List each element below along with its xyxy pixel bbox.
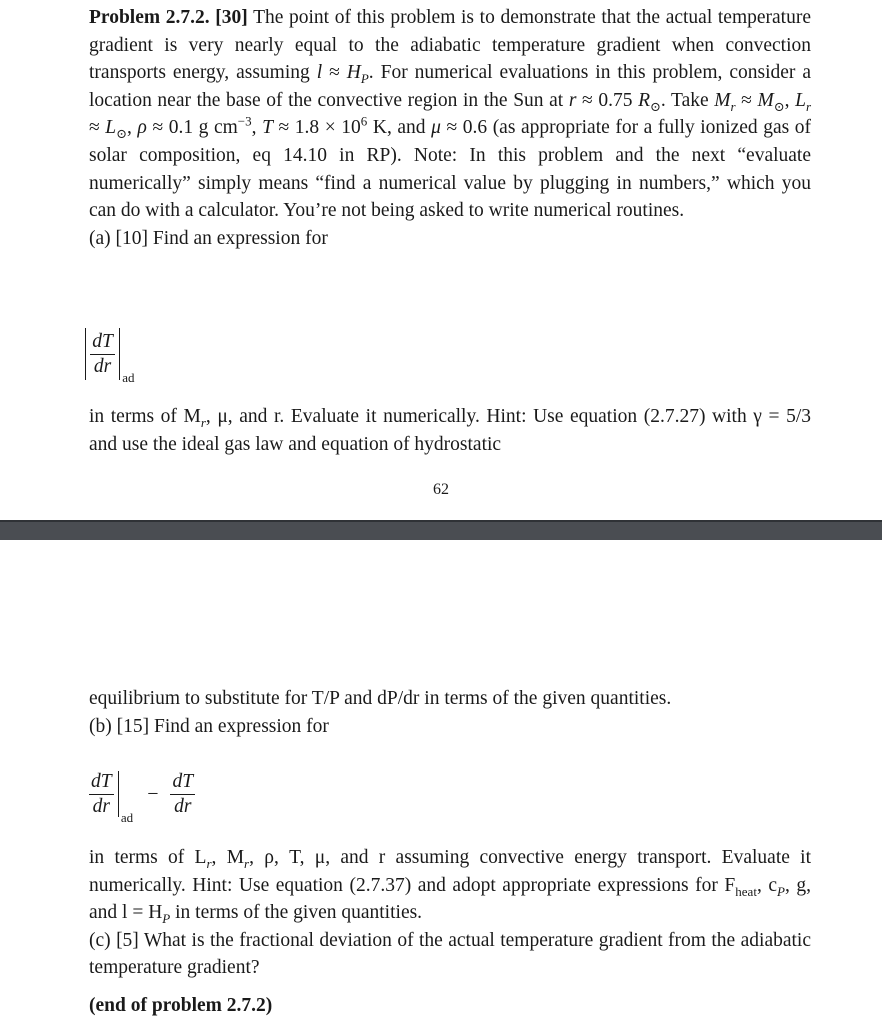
part-c-label: (c) [5] What is the fractional deviation of the actual temperature gradient from the adiabatic temperature gradient? bbox=[89, 929, 811, 979]
intro-text-4: (as appropriate for a fully ionized gas of solar composition, eq 14.10 in RP). Note: In this problem and the next “evaluate numerically” simply means “find a numerical value by plugging in numbers,” which you can do with a calculator. You’re not being asked to write numerical routines. bbox=[89, 117, 812, 222]
intro-text-1: The point of this problem is to demonstrate that the actual temperature gradient is very nearly equal to the adiabatic temperature gradient when convection transports energy, assuming bbox=[89, 7, 811, 84]
page-divider bbox=[0, 520, 882, 542]
part-a-details: in terms of $M_r$, μ, and r. Evaluate it numerically. Hint: Use equation (2.7.27) with γ = 5/3 and use the ideal gas law and equation of hydrostatic bbox=[89, 406, 811, 455]
problem-heading: Problem 2.7.2. bbox=[89, 7, 210, 28]
problem-points: [30] bbox=[215, 7, 248, 28]
part-b-label: (b) [15] Find an expression for bbox=[89, 715, 329, 737]
adiabatic-gradient-expression: $\frac{dT}{dr}$ ad bbox=[85, 326, 134, 382]
end-of-problem: (end of problem 2.7.2) bbox=[89, 995, 273, 1016]
problem-statement: Problem 2.7.2. [30] The point of this problem is to demonstrate that the actual temperature gradient is very nearly equal to the adiabatic temperature gradient when convection transports energy, assuming $l \approx H_P$. For numerical evaluations in this problem, consider a location near the base of the convective region in the Sun at r ≈ 0.75 $R_⊙$. Take $M_r \approx M_⊙$, $L_r \approx L_⊙$, ρ ≈ 0.1 g $cm^{-3}$, $T \approx 1.8 \times 10^6$ K, and μ ≈ 0.6 (as appropriate for a fully ionized gas of solar composition, eq 14.10 in RP). Note: In this problem and the next “evaluate numerically” simply means “find a numerical value by plugging in numbers,” which you can do with a calculator. You’re not being asked to write numerical routines. (a) [10] Find an expression for bbox=[89, 7, 812, 249]
intro-text-3: . Take bbox=[660, 89, 715, 111]
page-number: 62 bbox=[433, 481, 449, 498]
intro-text-2: . For numerical evaluations in this problem, consider a location near the base of the convective region in the Sun at bbox=[89, 62, 811, 111]
part-a-continuation: equilibrium to substitute for T/P and dP/dr in terms of the given quantities. (b) [15] Find an expression for bbox=[89, 688, 672, 737]
gradient-difference-expression: $\frac{dT}{dr}$ ad − $\frac{dT}{dr}$ bbox=[91, 770, 194, 825]
part-a-label: (a) [10] Find an expression for bbox=[89, 227, 328, 249]
part-b-details: in terms of $L_r$, $M_r$, ρ, T, μ, and r assuming convective energy transport. Evaluate it numerically. Hint: Use equation (2.7.37) and adopt appropriate expressions for $F_{heat}$, $c_P$, g, and $l = H_P$ in terms of the given quantities. (c) [5] What is the fractional deviation of the actual temperature gradient from the adiabatic temperature gradient? bbox=[89, 847, 812, 979]
